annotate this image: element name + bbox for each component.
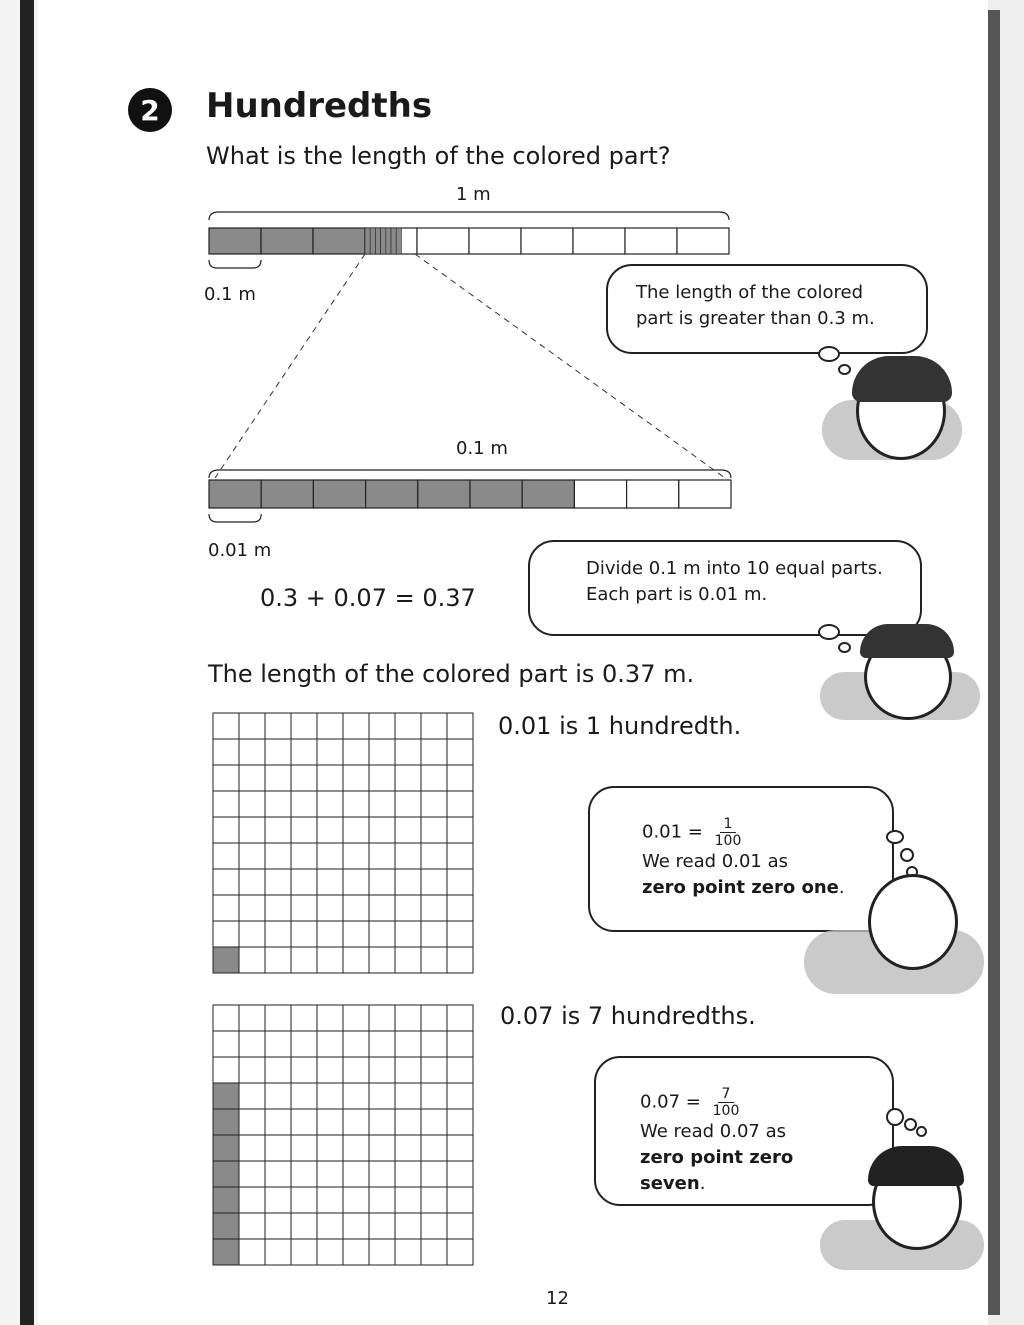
grid-cell — [213, 739, 239, 765]
top-ruler-segment — [313, 228, 365, 254]
grid-cell — [239, 1135, 265, 1161]
grid-cell — [343, 843, 369, 869]
top-ruler-hundredth — [375, 228, 380, 254]
binding-shadow — [20, 0, 34, 1325]
grid-cell — [317, 1005, 343, 1031]
zoom-ruler-segment — [209, 480, 261, 508]
grid-cell — [421, 1109, 447, 1135]
grid-cell — [395, 765, 421, 791]
grid-cell — [239, 817, 265, 843]
grid-cell — [343, 817, 369, 843]
boy1-bubble-line2: Each part is 0.01 m. — [586, 584, 768, 605]
grid-cell — [291, 1109, 317, 1135]
grid-cell — [447, 869, 473, 895]
grid-cell — [369, 1109, 395, 1135]
grid-cell — [317, 895, 343, 921]
top-ruler-segment — [469, 228, 521, 254]
grid-cell — [421, 921, 447, 947]
grid-cell — [239, 1083, 265, 1109]
grid-cell — [447, 1083, 473, 1109]
grid-cell — [265, 1109, 291, 1135]
boy1-thought-bubble — [528, 540, 922, 636]
grid-cell — [369, 843, 395, 869]
grid-cell — [369, 1057, 395, 1083]
zoom-ruler-segment — [366, 480, 418, 508]
grid-cell — [447, 1187, 473, 1213]
grid-cell — [265, 843, 291, 869]
grid-cell — [395, 1161, 421, 1187]
hundredths-grid-one — [212, 712, 476, 976]
grid-cell — [447, 1109, 473, 1135]
zoom-ruler-segment — [574, 480, 626, 508]
top-ruler-segment — [209, 228, 261, 254]
grid-cell — [213, 1161, 239, 1187]
grid-cell — [343, 1005, 369, 1031]
grid-cell — [395, 843, 421, 869]
grid-cell — [265, 1213, 291, 1239]
grid-cell — [213, 1031, 239, 1057]
grid-cell — [317, 1031, 343, 1057]
grid-cell — [343, 765, 369, 791]
grid-cell — [447, 1031, 473, 1057]
grid-cell — [317, 765, 343, 791]
grid-cell — [395, 1005, 421, 1031]
hundredths-grid-seven — [212, 1004, 476, 1268]
grid-cell — [239, 843, 265, 869]
grid-cell — [395, 947, 421, 973]
grid-cell — [239, 1031, 265, 1057]
grid-cell — [421, 1083, 447, 1109]
thought-dot — [900, 848, 914, 862]
grid-cell — [239, 947, 265, 973]
grid-cell — [421, 817, 447, 843]
grid-cell — [369, 739, 395, 765]
top-ruler-hundredth — [396, 228, 401, 254]
grid-cell — [447, 765, 473, 791]
grid-cell — [239, 921, 265, 947]
grid-cell — [447, 947, 473, 973]
grid-cell — [239, 739, 265, 765]
grid-cell — [317, 843, 343, 869]
grid-cell — [369, 895, 395, 921]
grid-cell — [265, 1161, 291, 1187]
grid-cell — [395, 1057, 421, 1083]
zoom-ruler-segment — [418, 480, 470, 508]
top-ruler — [209, 212, 729, 268]
grid-cell — [421, 765, 447, 791]
grid-cell — [343, 921, 369, 947]
boy1-bubble-line1: Divide 0.1 m into 10 equal parts. — [586, 558, 883, 579]
zoom-ruler-unit-label: 0.01 m — [208, 540, 272, 561]
grid-cell — [343, 947, 369, 973]
grid-cell — [265, 947, 291, 973]
grid-cell — [239, 1005, 265, 1031]
grid-cell — [421, 739, 447, 765]
grid-cell — [265, 713, 291, 739]
grid-cell — [239, 791, 265, 817]
grid-cell — [213, 765, 239, 791]
grid-cell — [421, 843, 447, 869]
grid-cell — [239, 869, 265, 895]
grid-cell — [395, 817, 421, 843]
grid-cell — [343, 1213, 369, 1239]
grid-cell — [447, 739, 473, 765]
grid1-caption: 0.01 is 1 hundredth. — [498, 712, 742, 740]
grid-cell — [239, 1187, 265, 1213]
ruler-diagram — [195, 180, 755, 560]
grid-cell — [343, 1161, 369, 1187]
grid-cell — [291, 1187, 317, 1213]
grid-cell — [291, 1005, 317, 1031]
grid-cell — [447, 1213, 473, 1239]
grid-cell — [291, 739, 317, 765]
top-ruler-segment — [261, 228, 313, 254]
grid-cell — [213, 1239, 239, 1265]
grid-cell — [447, 921, 473, 947]
grid-cell — [291, 713, 317, 739]
grid-cell — [395, 1083, 421, 1109]
grid-cell — [421, 791, 447, 817]
zoom-ruler-segment — [679, 480, 731, 508]
grid-cell — [369, 1161, 395, 1187]
top-ruler-total-label: 1 m — [456, 184, 491, 205]
section-number-badge: 2 — [128, 88, 172, 132]
grid-cell — [265, 765, 291, 791]
girl-thought-bubble — [606, 264, 928, 354]
boy2-thought-bubble — [588, 786, 894, 932]
grid-cell — [213, 713, 239, 739]
grid-cell — [395, 1135, 421, 1161]
thought-dot — [818, 624, 840, 640]
grid-cell — [369, 1239, 395, 1265]
top-ruler-brace — [209, 212, 729, 220]
grid-cell — [447, 1057, 473, 1083]
grid-cell — [343, 739, 369, 765]
grid-cell — [369, 1005, 395, 1031]
grid-cell — [291, 1057, 317, 1083]
zoom-ruler-total-label: 0.1 m — [456, 438, 508, 459]
fraction-one-hundredth: $\frac{1}{100}$ — [714, 816, 742, 849]
grid-cell — [291, 947, 317, 973]
grid-cell — [395, 791, 421, 817]
grid-cell — [317, 791, 343, 817]
grid-cell — [265, 1187, 291, 1213]
grid-cell — [317, 947, 343, 973]
grid-cell — [265, 817, 291, 843]
grid-cell — [265, 1031, 291, 1057]
top-ruler-segment — [625, 228, 677, 254]
grid-cell — [343, 1031, 369, 1057]
top-ruler-hundredth — [365, 228, 370, 254]
boy2-bubble-line3: zero point zero one. — [642, 877, 845, 898]
grid-cell — [213, 843, 239, 869]
grid-cell — [265, 739, 291, 765]
grid-cell — [213, 1083, 239, 1109]
zoom-ruler-segment — [522, 480, 574, 508]
grid-cell — [317, 1083, 343, 1109]
grid-cell — [213, 1057, 239, 1083]
grid-cell — [447, 895, 473, 921]
grid-cell — [369, 1083, 395, 1109]
grid-cell — [265, 1057, 291, 1083]
boy3-bubble-line3: zero point zero seven. — [640, 1147, 794, 1194]
grid-cell — [447, 843, 473, 869]
grid-cell — [291, 817, 317, 843]
grid-cell — [447, 791, 473, 817]
thought-dot — [886, 1108, 904, 1126]
top-ruler-unit-label: 0.1 m — [204, 284, 256, 305]
grid-cell — [421, 947, 447, 973]
grid-cell — [213, 817, 239, 843]
grid-cell — [291, 1161, 317, 1187]
zoom-ruler-segment — [313, 480, 365, 508]
equation-text: 0.3 + 0.07 = 0.37 — [260, 584, 476, 612]
question-text: What is the length of the colored part? — [206, 142, 671, 170]
grid-cell — [213, 921, 239, 947]
top-ruler-hundredth — [381, 228, 386, 254]
thought-dot — [818, 346, 840, 362]
zoom-ruler-segment — [261, 480, 313, 508]
boy3-bubble-line2: We read 0.07 as — [640, 1121, 787, 1142]
grid-cell — [447, 817, 473, 843]
grid-cell — [343, 1083, 369, 1109]
grid-cell — [369, 713, 395, 739]
grid-cell — [239, 1213, 265, 1239]
grid-cell — [395, 1187, 421, 1213]
top-ruler-unit-brace — [209, 260, 261, 268]
grid-cell — [317, 1187, 343, 1213]
grid-cell — [369, 1031, 395, 1057]
top-ruler-segment — [573, 228, 625, 254]
section-title: Hundredths — [206, 86, 433, 126]
top-ruler-segment — [521, 228, 573, 254]
grid-cell — [369, 791, 395, 817]
grid-cell — [213, 895, 239, 921]
girl-hair-icon — [852, 356, 952, 402]
boy3-equation: 0.07 = $\frac{7}{100}$ — [640, 1086, 740, 1119]
top-ruler-segment — [677, 228, 729, 254]
grid-cell — [421, 1213, 447, 1239]
grid-cell — [291, 921, 317, 947]
boy1-hair-icon — [860, 624, 954, 658]
grid-cell — [317, 1109, 343, 1135]
boy3-hair-icon — [868, 1146, 964, 1186]
grid-cell — [395, 1109, 421, 1135]
grid-cell — [265, 1083, 291, 1109]
grid-cell — [395, 1213, 421, 1239]
grid-cell — [421, 1031, 447, 1057]
grid-cell — [291, 869, 317, 895]
grid-cell — [343, 869, 369, 895]
grid-cell — [213, 1005, 239, 1031]
grid-cell — [395, 739, 421, 765]
fraction-seven-hundredths: $\frac{7}{100}$ — [712, 1086, 740, 1119]
grid-cell — [395, 921, 421, 947]
thought-dot — [838, 364, 851, 375]
grid-cell — [421, 895, 447, 921]
boy3-thought-bubble — [594, 1056, 894, 1206]
grid-cell — [447, 1161, 473, 1187]
grid-cell — [291, 765, 317, 791]
zoom-ruler-brace — [209, 470, 731, 478]
thought-dot — [904, 1118, 917, 1131]
grid-cell — [291, 895, 317, 921]
grid-cell — [447, 1239, 473, 1265]
grid-cell — [291, 791, 317, 817]
top-ruler-segment — [417, 228, 469, 254]
grid-cell — [265, 1005, 291, 1031]
grid-cell — [213, 1135, 239, 1161]
grid-cell — [265, 1135, 291, 1161]
thought-dot — [886, 830, 904, 844]
grid-cell — [291, 1213, 317, 1239]
grid-cell — [369, 1213, 395, 1239]
grid-cell — [343, 1135, 369, 1161]
grid-cell — [343, 1057, 369, 1083]
top-ruler-hundredth — [391, 228, 396, 254]
grid-cell — [317, 1213, 343, 1239]
binding-shadow-right — [988, 10, 1000, 1315]
grid-cell — [343, 1109, 369, 1135]
grid-cell — [395, 1239, 421, 1265]
grid-cell — [447, 713, 473, 739]
grid-cell — [343, 895, 369, 921]
grid-cell — [265, 1239, 291, 1265]
grid-cell — [239, 1109, 265, 1135]
grid-cell — [265, 791, 291, 817]
top-ruler-hundredth — [386, 228, 391, 254]
grid-cell — [421, 1187, 447, 1213]
boy2-equation: 0.01 = $\frac{1}{100}$ — [642, 816, 742, 849]
grid-cell — [421, 869, 447, 895]
top-ruler-hundredth — [370, 228, 375, 254]
zoom-ruler-unit-brace — [209, 514, 261, 522]
grid-cell — [369, 817, 395, 843]
grid-cell — [343, 791, 369, 817]
grid-cell — [291, 1239, 317, 1265]
zoom-ruler-segment — [470, 480, 522, 508]
grid-cell — [239, 895, 265, 921]
grid-cell — [213, 791, 239, 817]
grid-cell — [239, 765, 265, 791]
grid-cell — [421, 1239, 447, 1265]
grid-cell — [317, 921, 343, 947]
grid-cell — [395, 1031, 421, 1057]
grid-cell — [291, 843, 317, 869]
grid-cell — [369, 1135, 395, 1161]
grid-cell — [213, 947, 239, 973]
grid2-caption: 0.07 is 7 hundredths. — [500, 1002, 756, 1030]
zoom-ruler-segment — [627, 480, 679, 508]
grid-cell — [317, 713, 343, 739]
grid-cell — [317, 1239, 343, 1265]
grid-cell — [317, 739, 343, 765]
grid-cell — [447, 1135, 473, 1161]
grid-cell — [369, 921, 395, 947]
grid-cell — [421, 1161, 447, 1187]
grid-cell — [369, 869, 395, 895]
grid-cell — [265, 921, 291, 947]
grid-cell — [213, 869, 239, 895]
zoom-ruler — [209, 470, 731, 522]
grid-cell — [239, 1057, 265, 1083]
grid-cell — [447, 1005, 473, 1031]
grid-cell — [343, 1239, 369, 1265]
grid-cell — [213, 1213, 239, 1239]
grid-cell — [395, 869, 421, 895]
grid-cell — [343, 1187, 369, 1213]
grid-cell — [343, 713, 369, 739]
grid-cell — [239, 1239, 265, 1265]
girl-bubble-line1: The length of the colored — [636, 282, 864, 303]
thought-dot — [838, 642, 851, 653]
grid-cell — [421, 1135, 447, 1161]
grid-cell — [369, 1187, 395, 1213]
boy2-character-icon — [868, 874, 958, 970]
page-number: 12 — [546, 1288, 569, 1309]
grid-cell — [291, 1083, 317, 1109]
grid-cell — [317, 1135, 343, 1161]
grid-cell — [317, 817, 343, 843]
grid-cell — [317, 869, 343, 895]
grid-cell — [239, 1161, 265, 1187]
grid-cell — [395, 713, 421, 739]
grid-cell — [369, 947, 395, 973]
thought-dot — [916, 1126, 927, 1137]
grid-cell — [395, 895, 421, 921]
grid-cell — [421, 713, 447, 739]
grid-cell — [265, 869, 291, 895]
grid-cell — [265, 895, 291, 921]
grid-cell — [239, 713, 265, 739]
grid-cell — [291, 1135, 317, 1161]
grid-cell — [317, 1057, 343, 1083]
grid-cell — [213, 1187, 239, 1213]
grid-cell — [317, 1161, 343, 1187]
grid-cell — [421, 1005, 447, 1031]
answer-text: The length of the colored part is 0.37 m. — [208, 660, 695, 688]
grid-cell — [421, 1057, 447, 1083]
grid-cell — [369, 765, 395, 791]
girl-bubble-line2: part is greater than 0.3 m. — [636, 308, 875, 329]
boy2-bubble-line2: We read 0.01 as — [642, 851, 789, 872]
grid-cell — [291, 1031, 317, 1057]
grid-cell — [213, 1109, 239, 1135]
